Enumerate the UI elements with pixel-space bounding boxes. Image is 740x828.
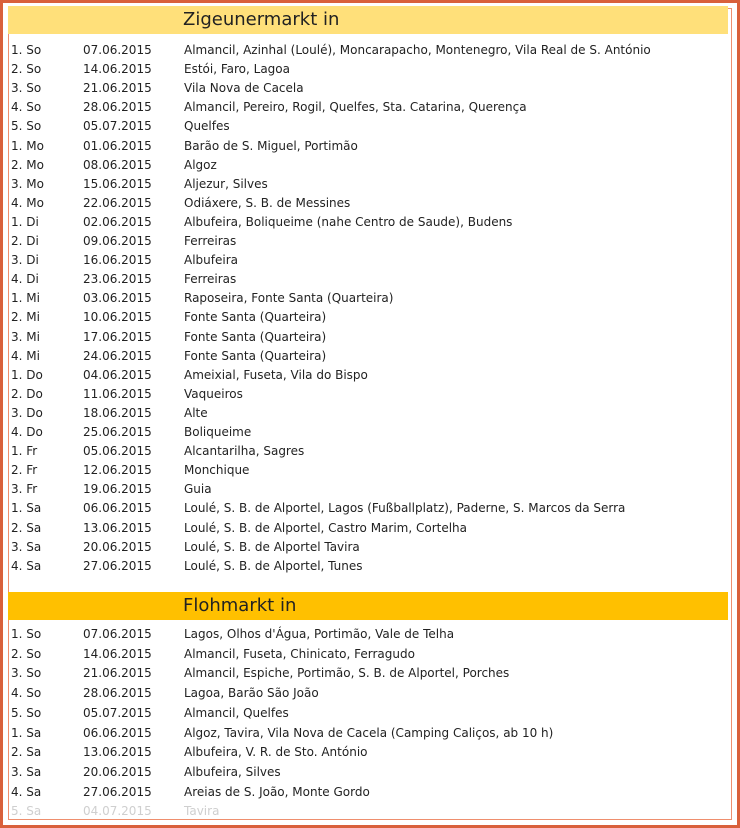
table-row	[3, 684, 733, 703]
table-row	[3, 79, 733, 98]
row-date: 27.06.2015	[83, 558, 152, 573]
row-day: 1. So	[11, 43, 42, 57]
table-row	[3, 442, 733, 461]
row-places: Barão de S. Miguel, Portimão	[184, 138, 358, 153]
row-day: 3. So	[11, 666, 42, 681]
row-date: 20.06.2015	[83, 539, 152, 554]
table-row	[3, 538, 733, 557]
row-date: 06.06.2015	[83, 725, 152, 740]
row-places: Almancil, Pereiro, Rogil, Quelfes, Sta. Catarina, Querença	[184, 100, 527, 115]
row-day: 4. So	[11, 686, 42, 701]
row-date: 03.06.2015	[83, 291, 152, 306]
table-row	[3, 117, 733, 136]
row-day: 3. Di	[11, 253, 39, 268]
row-date: 10.06.2015	[83, 310, 152, 325]
row-day: 1. So	[11, 627, 42, 641]
row-places: Loulé, S. B. de Alportel, Lagos (Fußballplatz), Paderne, S. Marcos da Serra	[184, 501, 626, 516]
row-places: Lagos, Olhos d'Água, Portimão, Vale de Telha	[184, 627, 455, 641]
table-row	[3, 743, 733, 762]
row-day: 2. Di	[11, 234, 39, 248]
row-places: Quelfes	[184, 119, 230, 134]
table-row	[3, 557, 733, 576]
row-places: Almancil, Espiche, Portimão, S. B. de Alportel, Porches	[184, 666, 510, 681]
row-day: 1. Mo	[11, 138, 44, 153]
row-date: 02.06.2015	[83, 214, 152, 229]
table-row	[3, 328, 733, 347]
row-day: 4. Do	[11, 425, 43, 439]
row-places: Albufeira, V. R. de Sto. António	[184, 745, 368, 760]
row-date: 23.06.2015	[83, 272, 152, 287]
row-places: Albufeira	[184, 253, 238, 268]
row-day: 2. So	[11, 62, 42, 77]
table-row	[3, 385, 733, 404]
row-day: 2. Fr	[11, 463, 38, 478]
row-day: 1. Sa	[11, 725, 42, 740]
table-row	[3, 270, 733, 289]
table-row	[3, 480, 733, 499]
table-row	[3, 423, 733, 442]
row-places: Algoz	[184, 157, 217, 172]
row-day: 4. Sa	[11, 558, 42, 573]
row-day: 1. Do	[11, 367, 43, 382]
table-row	[3, 213, 733, 232]
row-places: Guia	[184, 482, 212, 497]
table-row	[3, 664, 733, 683]
row-day: 4. Sa	[11, 784, 42, 799]
table-row	[3, 347, 733, 366]
row-places: Boliqueime	[184, 425, 252, 439]
row-places: Lagoa, Barão São João	[184, 686, 319, 701]
row-places: Albufeira, Silves	[184, 764, 281, 779]
table-row	[3, 404, 733, 423]
row-date: 15.06.2015	[83, 176, 152, 191]
table-row	[3, 802, 733, 821]
row-date: 09.06.2015	[83, 234, 152, 248]
row-day: 4. So	[11, 100, 42, 115]
row-places: Estói, Faro, Lagoa	[184, 62, 290, 77]
table-row	[3, 519, 733, 538]
row-date: 28.06.2015	[83, 686, 152, 701]
row-date: 25.06.2015	[83, 425, 152, 439]
row-day: 3. Mo	[11, 176, 44, 191]
row-day: 2. Sa	[11, 745, 42, 760]
row-places: Loulé, S. B. de Alportel, Castro Marim, Cortelha	[184, 520, 468, 535]
table-row	[3, 137, 733, 156]
row-date: 16.06.2015	[83, 253, 152, 268]
table-row	[3, 625, 733, 644]
row-places: Loulé, S. B. de Alportel Tavira	[184, 539, 360, 554]
row-day: 2. Mo	[11, 157, 44, 172]
row-places: Fonte Santa (Quarteira)	[184, 329, 327, 344]
table-row	[3, 98, 733, 117]
row-day: 3. Mi	[11, 329, 40, 344]
row-places: Ferreiras	[184, 234, 237, 248]
row-day: 3. Sa	[11, 539, 42, 554]
table-row	[3, 724, 733, 743]
row-date: 13.06.2015	[83, 520, 152, 535]
row-date: 01.06.2015	[83, 138, 152, 153]
row-date: 20.06.2015	[83, 764, 152, 779]
row-day: 2. Do	[11, 386, 43, 401]
table-row	[3, 645, 733, 664]
row-places: Loulé, S. B. de Alportel, Tunes	[184, 558, 363, 573]
row-date: 12.06.2015	[83, 463, 152, 478]
row-day: 2. So	[11, 646, 42, 661]
row-date: 07.06.2015	[83, 627, 152, 641]
row-day: 2. Sa	[11, 520, 42, 535]
row-places: Vaqueiros	[184, 386, 243, 401]
table-row	[3, 60, 733, 79]
row-date: 17.06.2015	[83, 329, 152, 344]
row-day: 3. Sa	[11, 764, 42, 779]
row-places: Albufeira, Boliqueime (nahe Centro de Saude), Budens	[184, 214, 513, 229]
row-date: 05.07.2015	[83, 119, 152, 134]
row-places: Ferreiras	[184, 272, 237, 287]
row-date: 13.06.2015	[83, 745, 152, 760]
row-places: Algoz, Tavira, Vila Nova de Cacela (Camping Caliços, ab 10 h)	[184, 725, 554, 740]
row-date: 14.06.2015	[83, 62, 152, 77]
table-row	[3, 194, 733, 213]
row-date: 21.06.2015	[83, 81, 152, 96]
table-row	[3, 175, 733, 194]
row-places: Almancil, Fuseta, Chinicato, Ferragudo	[184, 646, 415, 661]
row-places: Ameixial, Fuseta, Vila do Bispo	[184, 367, 368, 382]
row-places: Monchique	[184, 463, 250, 478]
section-title: Zigeunermarkt in	[183, 9, 340, 30]
row-date: 05.07.2015	[83, 705, 152, 720]
row-date: 14.06.2015	[83, 646, 152, 661]
section-header-flohmarkt	[8, 592, 728, 620]
row-day: 5. So	[11, 119, 42, 134]
row-places: Almancil, Azinhal (Loulé), Moncarapacho, Montenegro, Vila Real de S. António	[184, 43, 651, 57]
table-row	[3, 251, 733, 270]
row-places: Alte	[184, 405, 208, 420]
section-title: Flohmarkt in	[183, 595, 297, 616]
row-day: 3. Fr	[11, 482, 38, 497]
row-date: 28.06.2015	[83, 100, 152, 115]
table-row	[3, 289, 733, 308]
row-day: 4. Di	[11, 272, 39, 287]
row-places: Fonte Santa (Quarteira)	[184, 348, 327, 363]
row-places: Aljezur, Silves	[184, 176, 268, 191]
table-row	[3, 232, 733, 251]
row-places: Fonte Santa (Quarteira)	[184, 310, 327, 325]
row-day: 1. Mi	[11, 291, 40, 306]
row-day: 4. Mo	[11, 195, 44, 210]
table-row	[3, 156, 733, 175]
row-day: 1. Di	[11, 214, 39, 229]
row-places: Alcantarilha, Sagres	[184, 444, 305, 459]
row-day: 1. Sa	[11, 501, 42, 516]
row-day: 3. So	[11, 81, 42, 96]
table-row	[3, 461, 733, 480]
table-row	[3, 763, 733, 782]
table-row	[3, 41, 733, 60]
row-day: 5. Sa	[11, 804, 42, 819]
row-day: 1. Fr	[11, 444, 38, 459]
row-day: 2. Mi	[11, 310, 40, 325]
row-date: 05.06.2015	[83, 444, 152, 459]
row-date: 24.06.2015	[83, 348, 152, 363]
row-date: 04.06.2015	[83, 367, 152, 382]
row-date: 11.06.2015	[83, 386, 152, 401]
table-row	[3, 499, 733, 518]
row-places: Raposeira, Fonte Santa (Quarteira)	[184, 291, 394, 306]
row-date: 21.06.2015	[83, 666, 152, 681]
row-places: Odiáxere, S. B. de Messines	[184, 195, 351, 210]
row-date: 04.07.2015	[83, 804, 152, 819]
row-date: 22.06.2015	[83, 195, 152, 210]
table-row	[3, 783, 733, 802]
row-date: 18.06.2015	[83, 405, 152, 420]
row-day: 4. Mi	[11, 348, 40, 363]
section-header-zigeunermarkt	[8, 6, 728, 34]
row-day: 5. So	[11, 705, 42, 720]
row-date: 27.06.2015	[83, 784, 152, 799]
row-places: Vila Nova de Cacela	[184, 81, 304, 96]
row-places: Almancil, Quelfes	[184, 705, 289, 720]
table-row	[3, 704, 733, 723]
row-places: Tavira	[184, 804, 220, 819]
row-day: 3. Do	[11, 405, 43, 420]
table-row	[3, 366, 733, 385]
table-row	[3, 308, 733, 327]
row-date: 19.06.2015	[83, 482, 152, 497]
row-date: 08.06.2015	[83, 157, 152, 172]
row-places: Areias de S. João, Monte Gordo	[184, 784, 370, 799]
row-date: 07.06.2015	[83, 43, 152, 57]
row-date: 06.06.2015	[83, 501, 152, 516]
